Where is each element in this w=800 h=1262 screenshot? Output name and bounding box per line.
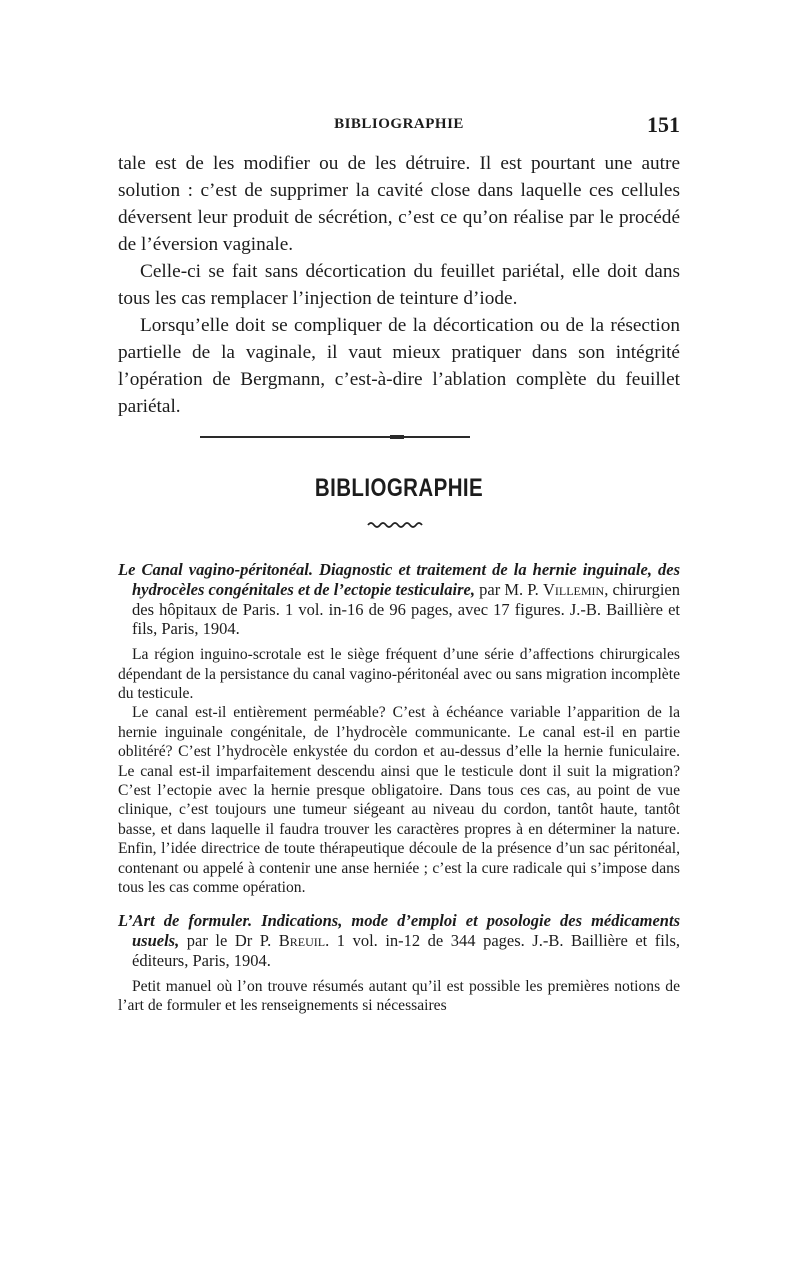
wavy-ornament-icon — [366, 520, 426, 530]
page-header — [118, 112, 680, 140]
page-number: 151 — [647, 112, 680, 137]
bibliography-list — [118, 560, 680, 1030]
review-paragraph: Petit manuel où l’on trouve résumés autant qu’il est possible les premières notions de l’art de formuler et les renseignements si nécessaires — [118, 977, 680, 1015]
section-title: BIBLIOGRAPHIE — [314, 474, 484, 502]
citation-details: . 1 vol. in-12 de 344 pages. J.-B. Baillière et fils, éditeurs, Paris, 1904. — [132, 931, 681, 971]
review-text — [118, 645, 680, 897]
running-title: BIBLIOGRAPHIE — [334, 116, 464, 132]
citation-title: L’Art de formuler. Indications, mode d’emploi et posologie des médicaments usuels, — [118, 911, 680, 951]
bibliography-entry — [118, 911, 680, 1015]
bibliography-entry — [118, 560, 680, 897]
review-text — [118, 977, 680, 1016]
citation-author: Villemin — [542, 579, 605, 599]
citation-par: par le Dr P. — [179, 931, 279, 951]
body-paragraph: Lorsqu’elle doit se compliquer de la décortication ou de la résection partielle de la vaginale, il vaut mieux pratiquer dans son intégrité l’opération de Bergmann, c’est-à-dire l’ablation complète du feuillet pariétal. — [118, 315, 680, 417]
citation — [118, 560, 680, 639]
citation-details: , chirurgien des hôpitaux de Paris. 1 vol. in-16 de 96 pages, avec 17 figures. J.-B. Baillière et fils, Paris, 1904. — [132, 579, 680, 639]
body-paragraph: tale est de les modifier ou de les détruire. Il est pourtant une autre solution : c’est de supprimer la cavité close dans laquelle ces cellules déversent leur produit de sécrétion, c’est ce qu’on réalise par le procédé de l’éversion vaginale. — [118, 153, 680, 255]
body-text — [118, 150, 680, 420]
body-paragraph: Celle-ci se fait sans décortication du feuillet pariétal, elle doit dans tous les cas remplacer l’injection de teinture d’iode. — [118, 261, 680, 309]
citation-title: Le Canal vagino-péritonéal. Diagnostic et traitement de la hernie inguinale, des hydrocèles congénitales et de l’ectopie testiculaire, — [118, 560, 680, 599]
citation-author: Breuil — [278, 931, 326, 951]
citation-par: par M. P. — [474, 579, 543, 599]
section-divider-rule — [200, 436, 470, 438]
review-paragraph: La région inguino-scrotale est le siège fréquent d’une série d’affections chirurgicales dépendant de la persistance du canal vagino-péritonéal avec ou sans migration incomplète du testicule. — [118, 646, 680, 702]
review-paragraph: Le canal est-il entièrement perméable? C’est à échéance variable l’apparition de la hernie inguinale congénitale, de l’hydrocèle communicante. Le canal est-il en partie oblitéré? C’est l’hydrocèle enkystée du cordon et au-dessus d’elle la hernie funiculaire. Le canal est-il imparfaitement descendu ainsi que le testicule dont il suit la migration? C’est l’ectopie avec la hernie presque obligatoire. Dans tous ces cas, au point de vue clinique, c’est toujours une tumeur siégeant au niveau du cordon, tantôt haute, tantôt basse, et dans laquelle il faudra trouver les caractères propres à en déterminer la nature. Enfin, l’idée directrice de toute thérapeutique découle de la présence d’un sac péritonéal, contenant ou appelé à contenir une anse herniée ; c’est la cure radicale qui s’impose dans tous les cas comme opération. — [118, 704, 680, 897]
citation — [118, 911, 680, 970]
